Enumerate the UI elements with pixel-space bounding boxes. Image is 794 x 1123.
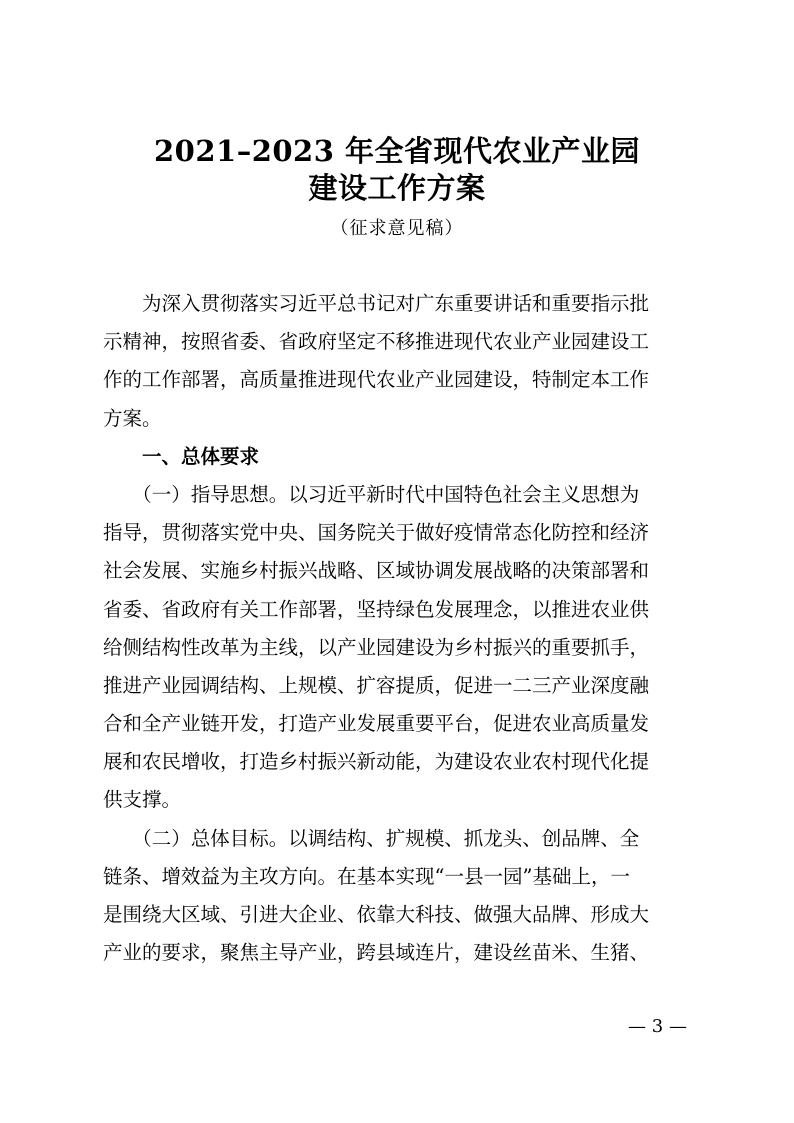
body-line-8: 社会发展、实施乡村振兴战略、区域协调发展战略的决策部署和 [103, 559, 650, 583]
body-line-12: 合和全产业链开发，打造产业发展重要平台，促进农业高质量发 [103, 712, 650, 736]
document-title-line2: 建设工作方案 [308, 171, 486, 205]
body-line-18: 产业的要求，聚焦主导产业，跨县域连片，建设丝苗米、生猪、 [103, 941, 650, 965]
document-title-line1: 2021–2023 年全省现代农业产业园 [153, 134, 641, 168]
body-line-7: 指导，贯彻落实党中央、国务院关于做好疫情常态化防控和经济 [103, 521, 650, 545]
body-line-9: 省委、省政府有关工作部署，坚持绿色发展理念，以推进农业供 [103, 597, 650, 621]
body-line-4: 方案。 [103, 406, 162, 430]
body-line-17: 是围绕大区域、引进大企业、依靠大科技、做强大品牌、形成大 [103, 903, 650, 926]
body-line-6: （一）指导思想。以习近平新时代中国特色社会主义思想为 [103, 482, 640, 506]
body-line-14: 供支撑。 [103, 788, 182, 812]
body-line-16: 链条、增效益为主攻方向。在基本实现“一县一园”基础上，一 [103, 864, 630, 888]
body-line-11: 推进产业园调结构、上规模、扩容提质，促进一二三产业深度融 [103, 673, 650, 697]
body-line-2: 示精神，按照省委、省政府坚定不移推进现代农业产业园建设工 [103, 330, 650, 354]
document-body [103, 285, 691, 972]
page-number: — 3 — [628, 1016, 687, 1037]
body-line-1: 为深入贯彻落实习近平总书记对广东重要讲话和重要指示批 [103, 292, 650, 315]
body-line-3: 作的工作部署，高质量推进现代农业产业园建设，特制定本工作 [103, 368, 650, 392]
document-subtitle: （征求意见稿） [330, 218, 464, 239]
body-line-15: （二）总体目标。以调结构、扩规模、抓龙头、创品牌、全 [103, 826, 640, 850]
body-line-13: 展和农民增收，打造乡村振兴新动能，为建设农业农村现代化提 [103, 750, 650, 774]
body-line-10: 给侧结构性改革为主线，以产业园建设为乡村振兴的重要抓手， [103, 635, 650, 659]
section-heading-overall-requirements: 一、总体要求 [103, 444, 260, 468]
